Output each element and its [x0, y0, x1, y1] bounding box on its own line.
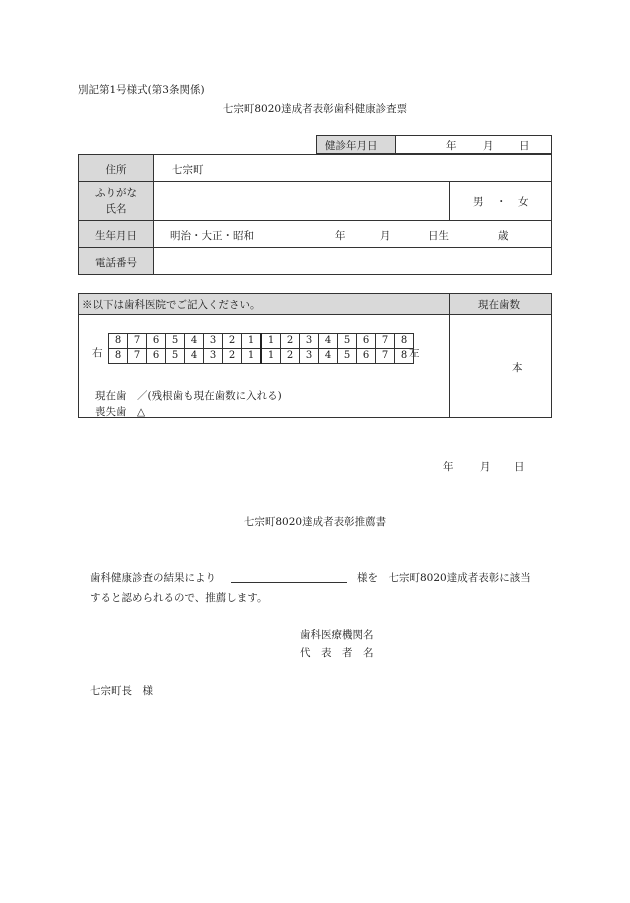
- recommendation-text-part2: 様を 七宗町8020達成者表彰に該当: [357, 572, 531, 584]
- tooth-cell: 6: [147, 349, 166, 364]
- tooth-cell: 4: [185, 334, 204, 349]
- exam-date-month: 月: [483, 140, 494, 152]
- tooth-cell: 8: [109, 334, 128, 349]
- tooth-cell: 2: [281, 349, 300, 364]
- addressee: 七宗町長 様: [90, 685, 153, 697]
- tooth-cell: 4: [319, 334, 338, 349]
- tooth-cell: 5: [338, 349, 357, 364]
- gender-female: 女: [518, 196, 529, 208]
- name-label: 氏名: [105, 203, 127, 215]
- tooth-cell: 2: [281, 334, 300, 349]
- age-label: 歳: [498, 230, 509, 242]
- tooth-cell: 3: [300, 349, 319, 364]
- tooth-cell: 4: [319, 349, 338, 364]
- rec-date-year: 年: [443, 461, 454, 473]
- tooth-cell: 2: [223, 349, 242, 364]
- recommendation-text-part1: 歯科健康診査の結果により: [90, 572, 216, 584]
- tooth-cell: 3: [204, 349, 223, 364]
- address-value: 七宗町: [172, 164, 204, 176]
- birth-year: 年: [335, 230, 346, 242]
- address-label: 住所: [105, 164, 127, 176]
- legend-lost-teeth: 喪失歯 △: [95, 406, 146, 418]
- tooth-cell: 1: [242, 349, 262, 364]
- upper-teeth-row: [109, 334, 414, 349]
- left-side-label: 左: [409, 347, 420, 359]
- tooth-cell: 1: [261, 334, 281, 349]
- tooth-cell: 5: [338, 334, 357, 349]
- tooth-cell: 4: [185, 349, 204, 364]
- tooth-cell: 7: [128, 349, 147, 364]
- tooth-cell: 7: [376, 349, 395, 364]
- tooth-cell: 8: [109, 349, 128, 364]
- tooth-cell: 2: [223, 334, 242, 349]
- rec-date-day: 日: [514, 461, 525, 473]
- birth-label: 生年月日: [95, 230, 137, 242]
- recommendation-title: 七宗町8020達成者表彰推薦書: [243, 516, 387, 528]
- recommendation-text-line2: すると認められるので、推薦します。: [90, 592, 268, 604]
- form-number: 別記第1号様式(第3条関係): [78, 84, 205, 96]
- tooth-cell: 3: [204, 334, 223, 349]
- teeth-count-header: 現在歯数: [478, 299, 520, 311]
- tooth-cell: 6: [147, 334, 166, 349]
- phone-label: 電話番号: [95, 257, 137, 269]
- exam-date-label: 健診年月日: [325, 140, 378, 152]
- right-side-label: 右: [92, 347, 103, 359]
- tooth-cell: 7: [128, 334, 147, 349]
- gender-separator: ・: [496, 196, 507, 208]
- tooth-cell: 7: [376, 334, 395, 349]
- teeth-unit: 本: [512, 362, 523, 374]
- legend-present-teeth: 現在歯 ／(残根歯も現在歯数に入れる): [95, 390, 282, 402]
- tooth-cell: 8: [395, 334, 414, 349]
- birth-month: 月: [380, 230, 391, 242]
- rec-date-month: 月: [480, 461, 491, 473]
- birth-day: 日生: [428, 230, 449, 242]
- tooth-cell: 6: [357, 349, 376, 364]
- tooth-cell: 5: [166, 334, 185, 349]
- tooth-cell: 3: [300, 334, 319, 349]
- gender-male: 男: [473, 196, 484, 208]
- form-title: 七宗町8020達成者表彰歯科健康診査票: [222, 103, 408, 115]
- recommendee-name-line: [231, 582, 347, 583]
- clinic-name-label: 歯科医療機関名: [300, 629, 374, 641]
- teeth-chart: [108, 333, 414, 364]
- exam-date-year: 年: [446, 140, 457, 152]
- lower-teeth-row: [109, 349, 414, 364]
- tooth-cell: 1: [261, 349, 281, 364]
- representative-label: 代 表 者 名: [300, 647, 374, 659]
- tooth-cell: 5: [166, 349, 185, 364]
- dental-header: ※以下は歯科医院でご記入ください。: [82, 299, 261, 311]
- tooth-cell: 8: [395, 349, 414, 364]
- exam-date-day: 日: [519, 140, 530, 152]
- furigana-label: ふりがな: [95, 187, 137, 199]
- birth-era: 明治・大正・昭和: [170, 230, 254, 242]
- tooth-cell: 6: [357, 334, 376, 349]
- tooth-cell: 1: [242, 334, 262, 349]
